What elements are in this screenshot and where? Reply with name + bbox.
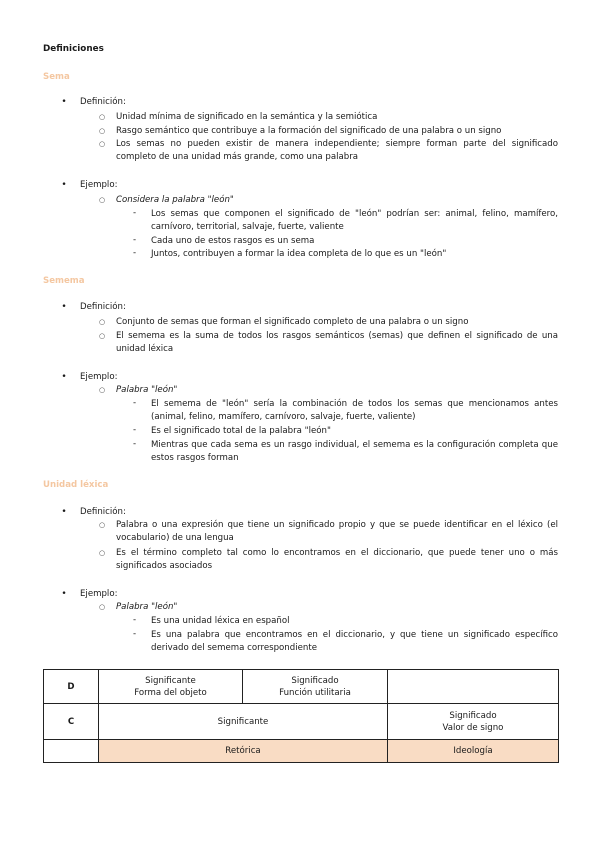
cell-line: Significante xyxy=(145,675,196,686)
unidad-example-subitem: Es una unidad léxica en español xyxy=(151,616,290,626)
semema-example-label: Ejemplo: xyxy=(80,372,118,382)
semema-example-subitem: El semema de "león" sería la combinación de todos los semas que mencionamos antes (animal, felino, mamífero, carnívoro, salvaje, fuerte, valiente) xyxy=(151,399,558,422)
unidad-def-item: Es el término completo tal como lo encontramos en el diccionario, que puede tener uno o más significados asociados xyxy=(116,548,558,571)
sema-example-subitem: Juntos, contribuyen a formar la idea completa de lo que es un "león" xyxy=(151,249,447,259)
cell-significado-funcion xyxy=(243,670,388,704)
bullet-circle: ○ xyxy=(98,140,106,148)
bullet-disc: • xyxy=(61,372,67,382)
bullet-dash: - xyxy=(133,629,137,639)
unidad-def-item: Palabra o una expresión que tiene un significado propio y que se puede identificar en el léxico (el vocabulario) de una lengua xyxy=(116,520,558,543)
row-label-d: D xyxy=(44,670,99,704)
sema-example-subitem: Los semas que componen el significado de "león" podrían ser: animal, felino, mamífero, carnívoro, territorial, salvaje, fuerte, valiente xyxy=(151,209,558,232)
cell-line: Significado xyxy=(449,710,497,721)
row-label-c: C xyxy=(44,704,99,740)
sema-def-item: Unidad mínima de significado en la semántica y la semiótica xyxy=(116,112,378,122)
bullet-circle: ○ xyxy=(98,127,106,135)
page-title: Definiciones xyxy=(43,44,104,54)
semiotic-table xyxy=(43,669,559,763)
heading-semema: Semema xyxy=(43,276,85,286)
unidad-example-item: Palabra "león" xyxy=(116,602,178,612)
bullet-dash: - xyxy=(133,425,137,435)
table-row-d xyxy=(44,670,559,704)
bullet-circle: ○ xyxy=(98,603,106,611)
unidad-definition-label: Definición: xyxy=(80,507,126,517)
cell-empty xyxy=(388,670,559,704)
sema-example-subitem: Cada uno de estos rasgos es un sema xyxy=(151,236,315,246)
bullet-circle: ○ xyxy=(98,549,106,557)
bullet-dash: - xyxy=(133,208,137,218)
semema-example-item: Palabra "león" xyxy=(116,385,178,395)
bullet-circle: ○ xyxy=(98,113,106,121)
bullet-disc: • xyxy=(61,302,67,312)
heading-sema: Sema xyxy=(43,72,70,82)
sema-example-label: Ejemplo: xyxy=(80,180,118,190)
semema-definition-label: Definición: xyxy=(80,302,126,312)
bullet-dash: - xyxy=(133,248,137,258)
bullet-dash: - xyxy=(133,235,137,245)
bullet-dash: - xyxy=(133,398,137,408)
semema-def-item: Conjunto de semas que forman el significado completo de una palabra o un signo xyxy=(116,317,469,327)
cell-significado-valor xyxy=(388,704,559,740)
cell-line: Valor de signo xyxy=(442,722,504,733)
unidad-example-label: Ejemplo: xyxy=(80,589,118,599)
bullet-dash: - xyxy=(133,615,137,625)
bullet-disc: • xyxy=(61,589,67,599)
sema-def-item: Los semas no pueden existir de manera independiente; siempre forman parte del significado completo de una unidad más grande, como una palabra xyxy=(116,139,558,162)
bullet-circle: ○ xyxy=(98,521,106,529)
cell-line: Significado xyxy=(291,675,339,686)
unidad-example-subitem: Es una palabra que encontramos en el diccionario, y que tiene un significado específico derivado del semema correspondiente xyxy=(151,630,558,653)
semema-example-subitem: Mientras que cada sema es un rasgo individual, el semema es la configuración completa que estos rasgos forman xyxy=(151,440,558,463)
bullet-circle: ○ xyxy=(98,196,106,204)
table-row-3 xyxy=(44,740,559,763)
cell-line: Forma del objeto xyxy=(134,687,207,698)
bullet-dash: - xyxy=(133,439,137,449)
bullet-disc: • xyxy=(61,507,67,517)
semema-def-item: El semema es la suma de todos los rasgos semánticos (semas) que definen el significado de una unidad léxica xyxy=(116,331,558,354)
sema-example-item: Considera la palabra "león" xyxy=(116,195,234,205)
cell-ideologia: Ideología xyxy=(388,740,559,763)
sema-def-item: Rasgo semántico que contribuye a la formación del significado de una palabra o un signo xyxy=(116,126,502,136)
cell-significante-forma xyxy=(99,670,243,704)
cell-empty xyxy=(44,740,99,763)
cell-significante: Significante xyxy=(99,704,388,740)
cell-retorica: Retórica xyxy=(99,740,388,763)
bullet-circle: ○ xyxy=(98,332,106,340)
bullet-circle: ○ xyxy=(98,386,106,394)
sema-definition-label: Definición: xyxy=(80,97,126,107)
semema-example-subitem: Es el significado total de la palabra "león" xyxy=(151,426,331,436)
heading-unidad-lexica: Unidad léxica xyxy=(43,480,109,490)
bullet-disc: • xyxy=(61,97,67,107)
bullet-circle: ○ xyxy=(98,318,106,326)
cell-line: Función utilitaria xyxy=(279,687,351,698)
table-row-c xyxy=(44,704,559,740)
bullet-disc: • xyxy=(61,180,67,190)
